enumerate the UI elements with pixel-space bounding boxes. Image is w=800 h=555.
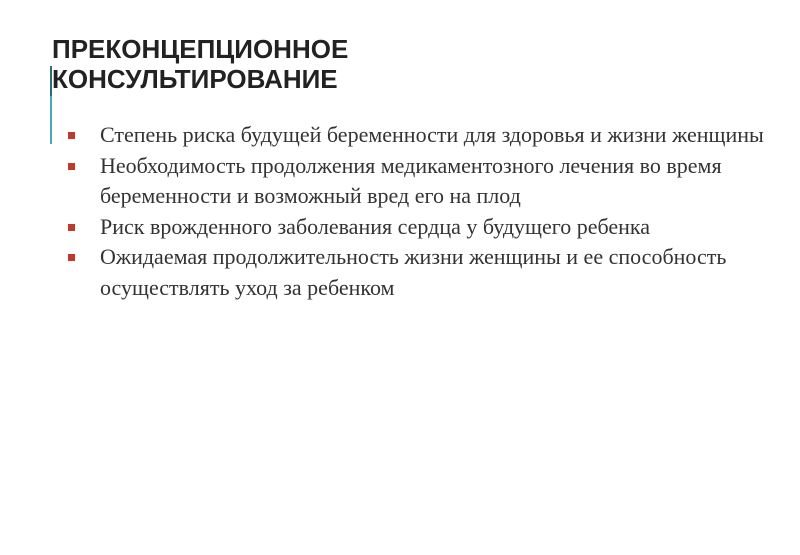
bullet-item bbox=[68, 151, 768, 212]
bullet-item bbox=[68, 242, 768, 303]
bullet-text: Необходимость продолжения медикаментозного лечения во время беременности и возможный вред его на плод bbox=[100, 152, 722, 208]
square-bullet-icon bbox=[68, 132, 75, 139]
slide-title-line-1: ПРЕКОНЦЕПЦИОННОЕ bbox=[52, 34, 349, 64]
slide-title bbox=[52, 34, 348, 94]
slide-title-line-2: КОНСУЛЬТИРОВАНИЕ bbox=[52, 64, 338, 94]
bullet-item bbox=[68, 212, 768, 243]
bullet-item bbox=[68, 120, 768, 151]
square-bullet-icon bbox=[68, 163, 75, 170]
bullet-text: Ожидаемая продолжительность жизни женщины и ее способность осуществлять уход за ребенком bbox=[100, 244, 727, 300]
bullet-list bbox=[68, 120, 768, 303]
square-bullet-icon bbox=[68, 254, 75, 261]
bullet-text: Степень риска будущей беременности для здоровья и жизни женщины bbox=[100, 122, 764, 147]
square-bullet-icon bbox=[68, 224, 75, 231]
bullet-text: Риск врожденного заболевания сердца у будущего ребенка bbox=[100, 213, 651, 239]
